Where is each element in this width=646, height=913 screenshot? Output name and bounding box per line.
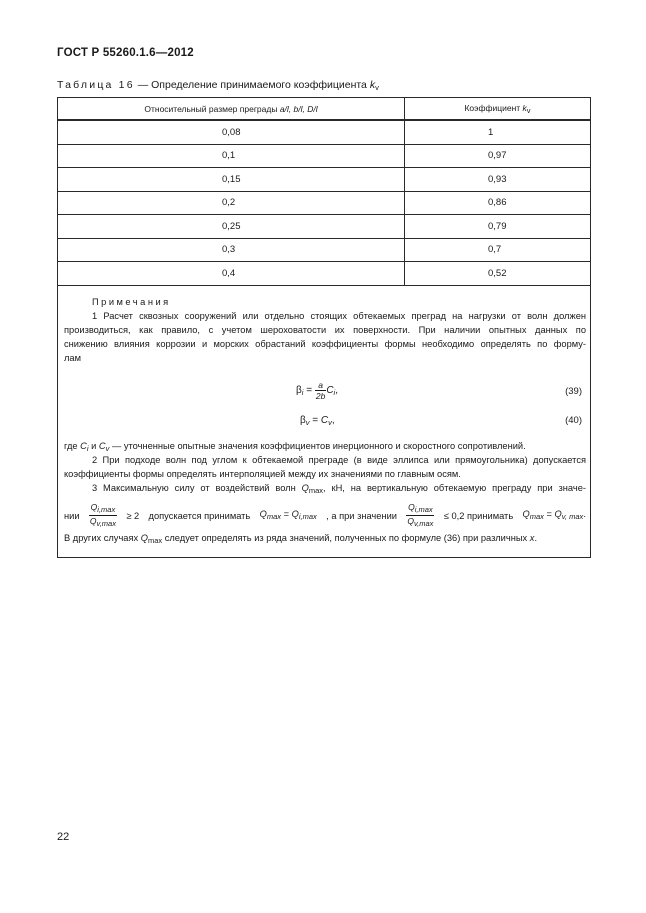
note1-line2: производиться, как правило, с учетом шероховатости их поверхности. При наличии опытных данных по bbox=[64, 325, 586, 335]
where-ci: C bbox=[80, 441, 87, 451]
where-and: и bbox=[88, 441, 99, 451]
note2-line2: коэффициенты формы определять интерполяцией между их значениями по главным осям. bbox=[64, 469, 461, 479]
column-header-ratio-symbols: a/l, b/l, D/l bbox=[279, 103, 318, 114]
note3-last-q-sub: max bbox=[147, 536, 163, 545]
eq39-denominator: 2b bbox=[315, 391, 326, 401]
equation-39: $\beta_i$ = $\frac{a}{2b}$ $C_i$, bbox=[296, 380, 338, 401]
equation-40-number: (40) bbox=[565, 415, 582, 426]
cell-coefficient: 0,79 bbox=[405, 215, 591, 239]
eq40-lhs: β bbox=[300, 415, 306, 426]
page-number: 22 bbox=[57, 831, 70, 843]
note3-text-b: , кН, на вертикальную обтекаемую преграду при значе- bbox=[323, 483, 587, 493]
equation-40: $\beta_v = C_v$, bbox=[300, 415, 335, 427]
table-caption-label: Таблица 16 bbox=[57, 79, 135, 91]
frac1-num-sub: i,max bbox=[97, 505, 116, 514]
eq40-rhs: C bbox=[320, 415, 329, 426]
accept-text: допускается принимать bbox=[148, 510, 251, 521]
notes-box bbox=[57, 285, 591, 558]
equation-39-number: (39) bbox=[565, 386, 582, 397]
assign1-right: Q bbox=[291, 509, 299, 519]
cell-ratio: 0,08 bbox=[58, 120, 405, 144]
note3-line1 bbox=[64, 481, 586, 498]
eq39-rhs: C bbox=[326, 385, 334, 397]
cell-coefficient: 0,97 bbox=[405, 144, 591, 168]
frac1-den-sub: v,max bbox=[96, 519, 116, 528]
table-caption-text: — Определение принимаемого коэффициента bbox=[137, 79, 370, 91]
assign2-left: Q bbox=[522, 509, 530, 519]
note3-last-end: . bbox=[534, 533, 538, 543]
note3-last-x: x bbox=[529, 533, 535, 543]
assign1-right-sub: i,max bbox=[298, 512, 317, 521]
note3-text-a: 3 Максимальную силу от воздействий волн bbox=[92, 483, 302, 493]
cell-ratio: 0,3 bbox=[58, 238, 405, 262]
note1-line1: 1 Расчет сквозных сооружений или отдельно стоящих обтекаемых преград на нагрузки от волн должен bbox=[92, 311, 586, 321]
assign1-left-sub: max bbox=[266, 512, 282, 521]
table-row bbox=[58, 191, 591, 215]
notes-heading: Примечания bbox=[92, 297, 171, 307]
eq40-lhs-sub: v bbox=[305, 418, 310, 427]
column-header-coefficient-symbol: k bbox=[522, 102, 527, 113]
note3-last-q: Q bbox=[140, 533, 148, 543]
table-caption bbox=[57, 79, 379, 92]
note1-line4: лам bbox=[64, 353, 81, 363]
eq39-fraction bbox=[315, 380, 326, 401]
ratio-fraction-1 bbox=[89, 502, 117, 529]
column-header-coefficient bbox=[405, 98, 591, 121]
coefficient-table bbox=[57, 97, 591, 286]
table-row bbox=[58, 144, 591, 168]
frac2-den: Q bbox=[407, 516, 414, 526]
frac2-num-sub: i,max bbox=[414, 505, 433, 514]
condition-ge-2: ≥ 2 bbox=[126, 510, 140, 521]
note3-q: Q bbox=[301, 483, 309, 493]
where-cv: C bbox=[98, 441, 106, 451]
table-row bbox=[58, 238, 591, 262]
where-prefix: где bbox=[64, 441, 81, 451]
eq39-rhs-sub: i bbox=[333, 388, 336, 398]
table-row bbox=[58, 120, 591, 144]
cell-coefficient: 1 bbox=[405, 120, 591, 144]
note1-line3: снижению влияния коррозии и морских обрастаний коэффициенты формы необходимо определять по форму- bbox=[64, 339, 586, 349]
cell-coefficient: 0,52 bbox=[405, 262, 591, 286]
eq39-lhs-sub: i bbox=[301, 388, 304, 398]
cell-ratio: 0,25 bbox=[58, 215, 405, 239]
note3-last-a: В других случаях bbox=[64, 533, 141, 543]
table-row bbox=[58, 168, 591, 192]
frac2-den-sub: v,max bbox=[413, 519, 434, 528]
table-row bbox=[58, 262, 591, 286]
note2-line1: 2 При подходе волн под углом к обтекаемой преграде (в виде эллипса или прямоугольника) допускается bbox=[92, 455, 586, 465]
cell-coefficient: 0,93 bbox=[405, 168, 591, 192]
note3-q-sub: max bbox=[308, 486, 324, 495]
eq39-lhs: β bbox=[296, 385, 302, 397]
table-row bbox=[58, 215, 591, 239]
cell-ratio: 0,15 bbox=[58, 168, 405, 192]
and-at-text: , а при значении bbox=[326, 510, 397, 521]
cell-ratio: 0,2 bbox=[58, 191, 405, 215]
eq40-rhs-sub: v bbox=[328, 418, 332, 427]
table-header-row bbox=[58, 98, 591, 121]
where-ci-sub: i bbox=[86, 444, 89, 453]
cell-ratio: 0,1 bbox=[58, 144, 405, 168]
note3-last-b: следует определять из ряда значений, полученных по формуле (36) при различных bbox=[162, 533, 530, 543]
where-cv-sub: v bbox=[105, 444, 110, 453]
condition-le-02: ≤ 0,2 принимать bbox=[443, 510, 514, 521]
cell-ratio: 0,4 bbox=[58, 262, 405, 286]
cell-coefficient: 0,86 bbox=[405, 191, 591, 215]
where-rest: — уточненные опытные значения коэффициентов инерционного и скоростного сопротивлений. bbox=[109, 441, 526, 451]
column-header-ratio bbox=[58, 98, 405, 121]
frac2-num: Q bbox=[408, 502, 415, 512]
frac1-den: Q bbox=[89, 516, 97, 526]
cell-coefficient: 0,7 bbox=[405, 238, 591, 262]
assign2-left-sub: max bbox=[529, 512, 544, 521]
note3-last-line bbox=[64, 531, 586, 548]
document-header: ГОСТ Р 55260.1.6—2012 bbox=[57, 47, 194, 59]
column-header-coefficient-text: Коэффициент bbox=[464, 102, 523, 113]
column-header-coefficient-sub: v bbox=[526, 105, 531, 115]
eq39-numerator: a bbox=[315, 380, 326, 391]
column-header-ratio-text: Относительный размер преграды bbox=[144, 103, 280, 114]
assign2-right: Q bbox=[554, 509, 562, 519]
assign1-left: Q bbox=[259, 509, 267, 519]
frac1-num: Q bbox=[90, 502, 98, 512]
note3-ni: нии bbox=[64, 510, 80, 521]
caption-symbol-sub: v bbox=[375, 83, 379, 92]
caption-symbol: k bbox=[369, 79, 376, 91]
assign2-right-sub: v, max bbox=[561, 512, 584, 521]
note3-condition-line: нии $\frac{Qi,\max}{Qv,\max}$ ≥ 2 допускается принимать $Q_{max} = Q_{i,max}$ , а при значении $\frac{Qi,\max}{Qv,\max}$ ≤ 0,2 принимать $Q_{max} = Q_{v, max}$. bbox=[64, 502, 586, 528]
ratio-fraction-2 bbox=[406, 502, 434, 529]
